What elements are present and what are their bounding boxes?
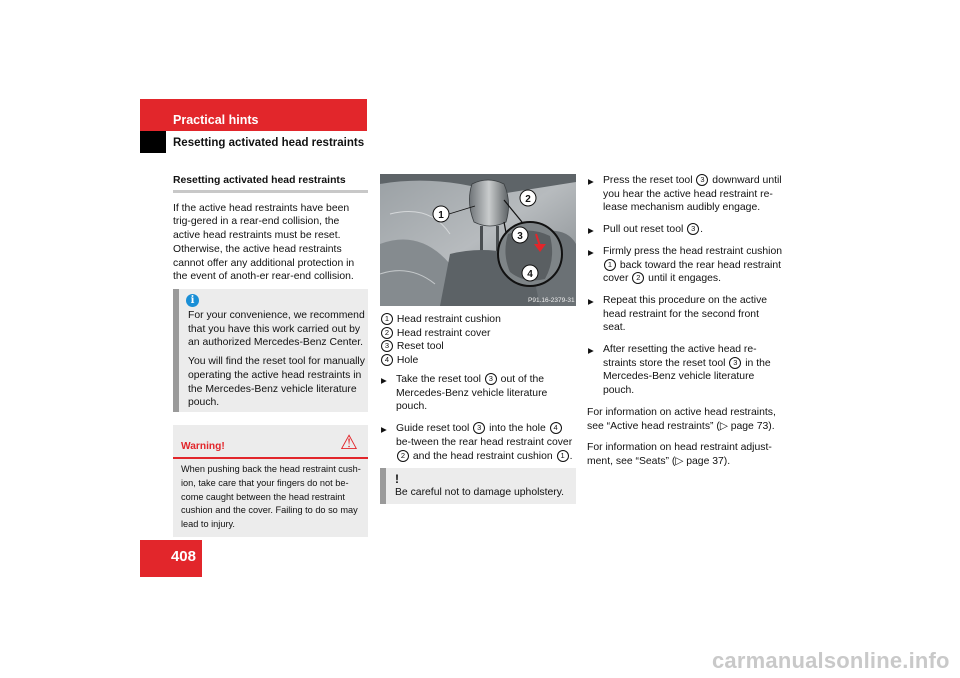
info-box — [173, 289, 368, 412]
warning-triangle-icon: ⚠ — [340, 432, 358, 454]
footer-watermark: carmanualsonline.info — [712, 648, 950, 673]
warning-box — [173, 425, 368, 537]
head-restraint-figure — [380, 174, 576, 306]
header-marker — [140, 131, 166, 153]
reference-seats: For information on head restraint adjust-ment, see “Seats” (▷ page 37). — [587, 442, 772, 467]
caution-icon: ! — [395, 472, 399, 486]
right-column — [587, 174, 783, 477]
legend-item: 2 Head restraint cover — [380, 327, 576, 341]
warning-divider — [173, 457, 368, 459]
warning-text: When pushing back the head restraint cush-ion, take care that your fingers do not be-come caught between the head restraint cushion and the cover. Failing to do so may lead to injury. — [181, 464, 361, 530]
step-item: ▶ Pull out reset tool 3 . — [587, 223, 783, 237]
info-paragraph-1: For your convenience, we recommend that you have this work carried out by an authorized Mercedes-Benz Center. — [188, 310, 365, 349]
figure-code: P91.16-2379-31 — [528, 297, 575, 304]
chapter-header — [140, 99, 367, 131]
step-item: ▶ Press the reset tool 3 downward until you hear the active head restraint re-lease mechanism audibly engage. — [587, 174, 783, 215]
callout-1: 1 — [438, 210, 444, 221]
info-bar — [173, 289, 179, 412]
info-icon: i — [186, 294, 199, 307]
caution-text: Be careful not to damage upholstery. — [395, 487, 565, 498]
caution-bar — [380, 468, 386, 504]
section-title: Resetting activated head restraints — [173, 174, 368, 193]
callout-3: 3 — [517, 231, 523, 242]
legend-item: 1 Head restraint cushion — [380, 313, 576, 327]
figure-illustration — [380, 174, 576, 306]
step-item: ▶ Guide reset tool 3 into the hole 4 be-tween the rear head restraint cover 2 and the head restraint cushion 1 . — [380, 422, 576, 463]
chapter-title: Practical hints — [173, 113, 259, 127]
middle-steps — [380, 373, 576, 471]
page-number: 408 — [170, 548, 196, 565]
caution-box — [380, 468, 576, 504]
step-item: ▶ Firmly press the head restraint cushion 1 back toward the rear head restraint cover 2 until it engages. — [587, 245, 783, 286]
info-paragraph-2: You will find the reset tool for manually operating the active head restraints in the Mercedes-Benz vehicle literature pouch. — [188, 356, 365, 409]
step-item: ▶ After resetting the active head re-straints store the reset tool 3 in the Mercedes-Benz vehicle literature pouch. — [587, 343, 783, 398]
legend-item: 3 Reset tool — [380, 340, 576, 354]
step-item: ▶ Repeat this procedure on the active head restraint for the second front seat. — [587, 294, 783, 335]
left-column — [173, 174, 368, 292]
section-header: Resetting activated head restraints — [173, 137, 365, 149]
callout-2: 2 — [525, 194, 531, 205]
intro-paragraph: If the active head restraints have been trig-gered in a rear-end collision, the active head restraints must be reset. Otherwise, the active head restraints cannot offer any additional protection in the event of anoth-er rear-end collision. — [173, 202, 355, 283]
warning-title: Warning! — [181, 441, 225, 452]
page-number-box — [140, 540, 202, 577]
callout-4: 4 — [527, 269, 533, 280]
reference-active-head-restraints: For information on active head restraints, see “Active head restraints” (▷ page 73). — [587, 406, 776, 432]
legend-item: 4 Hole — [380, 354, 576, 368]
figure-legend — [380, 313, 576, 368]
step-item: ▶ Take the reset tool 3 out of the Mercedes-Benz vehicle literature pouch. — [380, 373, 576, 414]
